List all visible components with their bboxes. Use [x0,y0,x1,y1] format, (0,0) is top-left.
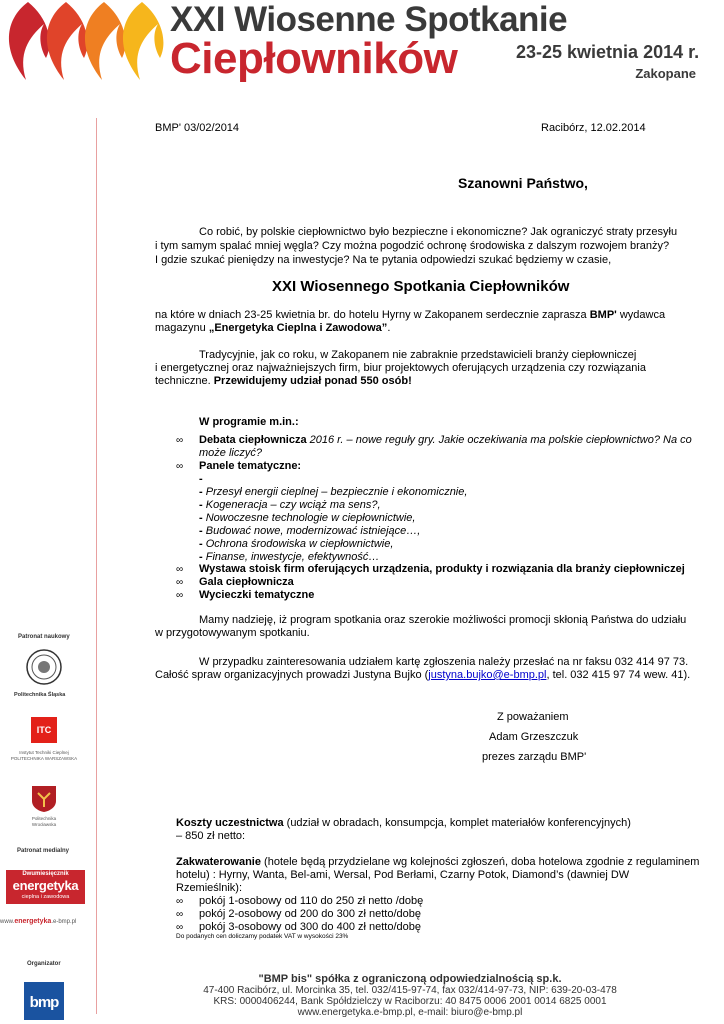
panel-topic: Nowoczesne technologie w ciepłownictwie, [205,512,416,524]
bullet-icon: ∞ [176,435,184,446]
contact-line2 [155,669,690,682]
bullet-icon: ∞ [176,896,184,907]
event-title-line2: Ciepłowników [170,34,458,83]
period: . [387,322,391,334]
magazine-name: „Energetyka Cieplna i Zawodowa” [208,322,388,334]
closing-line1: Mamy nadzieję, iż program spotkania oraz szerokie możliwości promocji skłonią Państwa do udziału [199,614,687,626]
attendance-forecast: Przewidujemy udział ponad 550 osób! [213,375,412,387]
debate-title: Debata ciepłownicza [199,434,307,446]
tradition-text: techniczne. [155,375,214,387]
accommodation-line1 [176,856,699,869]
event-place: Zakopane [635,66,696,81]
intro-line3: I gdzie szukać pieniędzy na inwestycje? Na te pytania odpowiedzi szukać będziemy w czasie, [155,254,612,266]
panel-dash: - [199,499,203,511]
bullet-icon: ∞ [176,590,184,601]
organizator-label: Organizator [27,961,61,967]
patronat-medialny-label: Patronat medialny [17,848,70,854]
patronat-naukowy-label: Patronat naukowy [18,634,70,640]
panel-item [199,486,467,499]
magazine-prefix: magazynu [155,322,209,334]
footer-company: "BMP bis" spółka z ograniczoną odpowiedzialnością sp.k. [258,973,562,985]
polsl-seal-icon [25,648,63,686]
panel-topic: Przesył energii cieplnej – bezpiecznie i ekonomicznie, [205,486,468,498]
accommodation-line3: Rzemieślnik): [176,882,243,894]
panel-item [199,525,420,538]
cost-line1 [176,817,631,830]
web-domain: .e-bmp.pl [51,919,77,925]
bullet-icon: ∞ [176,461,184,472]
pwr-caption2: Wrocławska [31,822,57,827]
magazine-logo [6,870,85,904]
event-title-line1: XXI Wiosenne Spotkanie [170,0,568,39]
magazine-title: energetyka [12,878,79,893]
vat-note: Do podanych cen doliczamy podatek VAT w wysokości 23% [176,933,349,940]
event-name: XXI Wiosennego Spotkania Ciepłowników [272,278,570,295]
footer-bank: KRS: 0000406244, Bank Spółdzielczy w Raciborzu: 40 8475 0006 2001 0014 6825 0001 [213,996,607,1007]
invitation-text-end: wydawca [616,309,666,321]
web-prefix: www. [0,919,15,925]
intro-line1: Co robić, by polskie ciepłownictwo było bezpieczne i ekonomiczne? Jak ograniczyć straty przesyłu [199,226,678,238]
magazine-subtitle: cieplna i zawodowa [21,894,70,900]
panel-dash: - [199,538,203,550]
program-heading: W programie m.in.: [199,416,299,428]
itc-caption2: POLITECHNIKA WARSZAWSKA [10,756,78,761]
invitation-line2 [155,322,390,335]
magazine-website [0,918,92,925]
debate-desc-cont: może liczyć? [199,447,262,459]
bmp-logo: bmp [24,982,64,1020]
accommodation-line2: hotelu) : Hyrny, Wanta, Bel-ami, Wersal, Pod Berłami, Czarny Potok, Diamond’s (dawniej DW [176,869,630,881]
program-item-trips: Wycieczki tematyczne [199,589,315,601]
invitation-text: na które w dniach 23-25 kwietnia br. do hotelu Hyrny w Zakopanem serdecznie zaprasza [155,309,590,321]
flames-logo-icon [0,0,170,82]
closing-line2: w przygotowywanym spotkaniu. [155,627,310,639]
footer [145,973,675,1018]
program-item-exhibition: Wystawa stoisk firm oferujących urządzenia, produkty i rozwiązania dla branży ciepłowniczej [199,563,685,575]
margin-line [96,118,97,1014]
itc-logo: ITC [31,717,57,743]
tradition-line2: i energetycznej oraz najważniejszych firm, biur projektowych oferujących urządzenia czy rozwiązania [155,362,646,374]
panel-dash: - [199,486,203,498]
publisher-name: BMP' [589,309,617,321]
room-price-double: pokój 2-osobowy od 200 do 300 zł netto/dobę [199,908,421,920]
program-item-gala: Gala ciepłownicza [199,576,294,588]
footer-web: www.energetyka.e-bmp.pl, e-mail: biuro@e-bmp.pl [297,1007,523,1018]
bullet-icon: ∞ [176,564,184,575]
letter-date: Racibórz, 12.02.2014 [541,122,646,134]
panel-dash: - [199,512,203,524]
signature-closing: Z poważaniem [497,711,569,723]
cost-desc: (udział w obradach, konsumpcja, komplet materiałów konferencyjnych) [283,817,631,829]
panel-item [199,499,381,512]
invitation-line1 [155,309,698,322]
panel-topic: Ochrona środowiska w ciepłownictwie, [205,538,394,550]
panel-dash: - [199,551,203,563]
accommodation-heading: Zakwaterowanie [176,856,261,868]
signature-title: prezes zarządu BMP' [482,751,587,763]
signature-name: Adam Grzeszczuk [489,731,579,743]
panel-dash: - [199,525,203,537]
bullet-icon: ∞ [176,909,184,920]
panel-topic: Budować nowe, modernizować istniejące…, [205,525,421,537]
contact-text: Całość spraw organizacyjnych prowadzi Justyna Bujko ( [155,669,429,681]
pwr-caption1: Politechnika [31,816,57,821]
panel-topic: Kogeneracja – czy wciąż ma sens?, [205,499,381,511]
pwr-crest-icon [31,785,57,813]
cost-line2: – 850 zł netto: [176,830,246,842]
cost-heading: Koszty uczestnictwa [176,817,284,829]
panel-topic: Finanse, inwestycje, efektywność… [205,551,380,563]
web-name: energetyka [14,918,52,925]
intro-line2: i tym samym spalać mniej węgla? Czy można pogodzić ochronę środowiska z dalszym rozwojem branży? [155,240,670,252]
event-dates: 23-25 kwietnia 2014 r. [516,42,700,62]
program-item-debate [199,434,692,447]
debate-desc: 2016 r. – nowe reguły gry. Jakie oczekiwania ma polskie ciepłownictwo? Na co [306,434,692,446]
bullet-icon: ∞ [176,922,184,933]
panel-item [199,512,415,525]
accommodation-desc: (hotele będą przydzielane wg kolejności zgłoszeń, doba hotelowa zgodnie z regulaminem [260,856,700,868]
letter-reference: BMP' 03/02/2014 [155,122,240,134]
contact-phone: , tel. 032 415 97 74 wew. 41). [546,669,691,681]
greeting: Szanowni Państwo, [458,175,588,191]
tradition-line3 [155,375,412,388]
bullet-icon: ∞ [176,577,184,588]
itc-caption1: Instytut Techniki Cieplnej [19,750,69,755]
magazine-frequency: Dwumiesięcznik [22,871,69,877]
tradition-line1: Tradycyjnie, jak co roku, w Zakopanem nie zabraknie przedstawicieli branży ciepłowniczej [199,349,637,361]
room-price-single: pokój 1-osobowy od 110 do 250 zł netto /dobę [199,895,424,907]
contact-line1: W przypadku zainteresowania udziałem kartę zgłoszenia należy przesłać na nr faksu 032 414 97 73. [199,656,689,668]
panel-dash: - [199,473,203,485]
footer-address: 47-400 Racibórz, ul. Morcinka 35, tel. 032/415-97-74, fax 032/414-97-73, NIP: 639-20-03-478 [203,985,617,996]
contact-email-link[interactable]: justyna.bujko@e-bmp.pl [428,669,547,681]
polsl-label: Politechnika Śląska [14,692,66,698]
program-item-panels: Panele tematyczne: [199,460,302,472]
panel-item [199,538,393,551]
room-price-triple: pokój 3-osobowy od 300 do 400 zł netto/dobę [199,921,421,933]
